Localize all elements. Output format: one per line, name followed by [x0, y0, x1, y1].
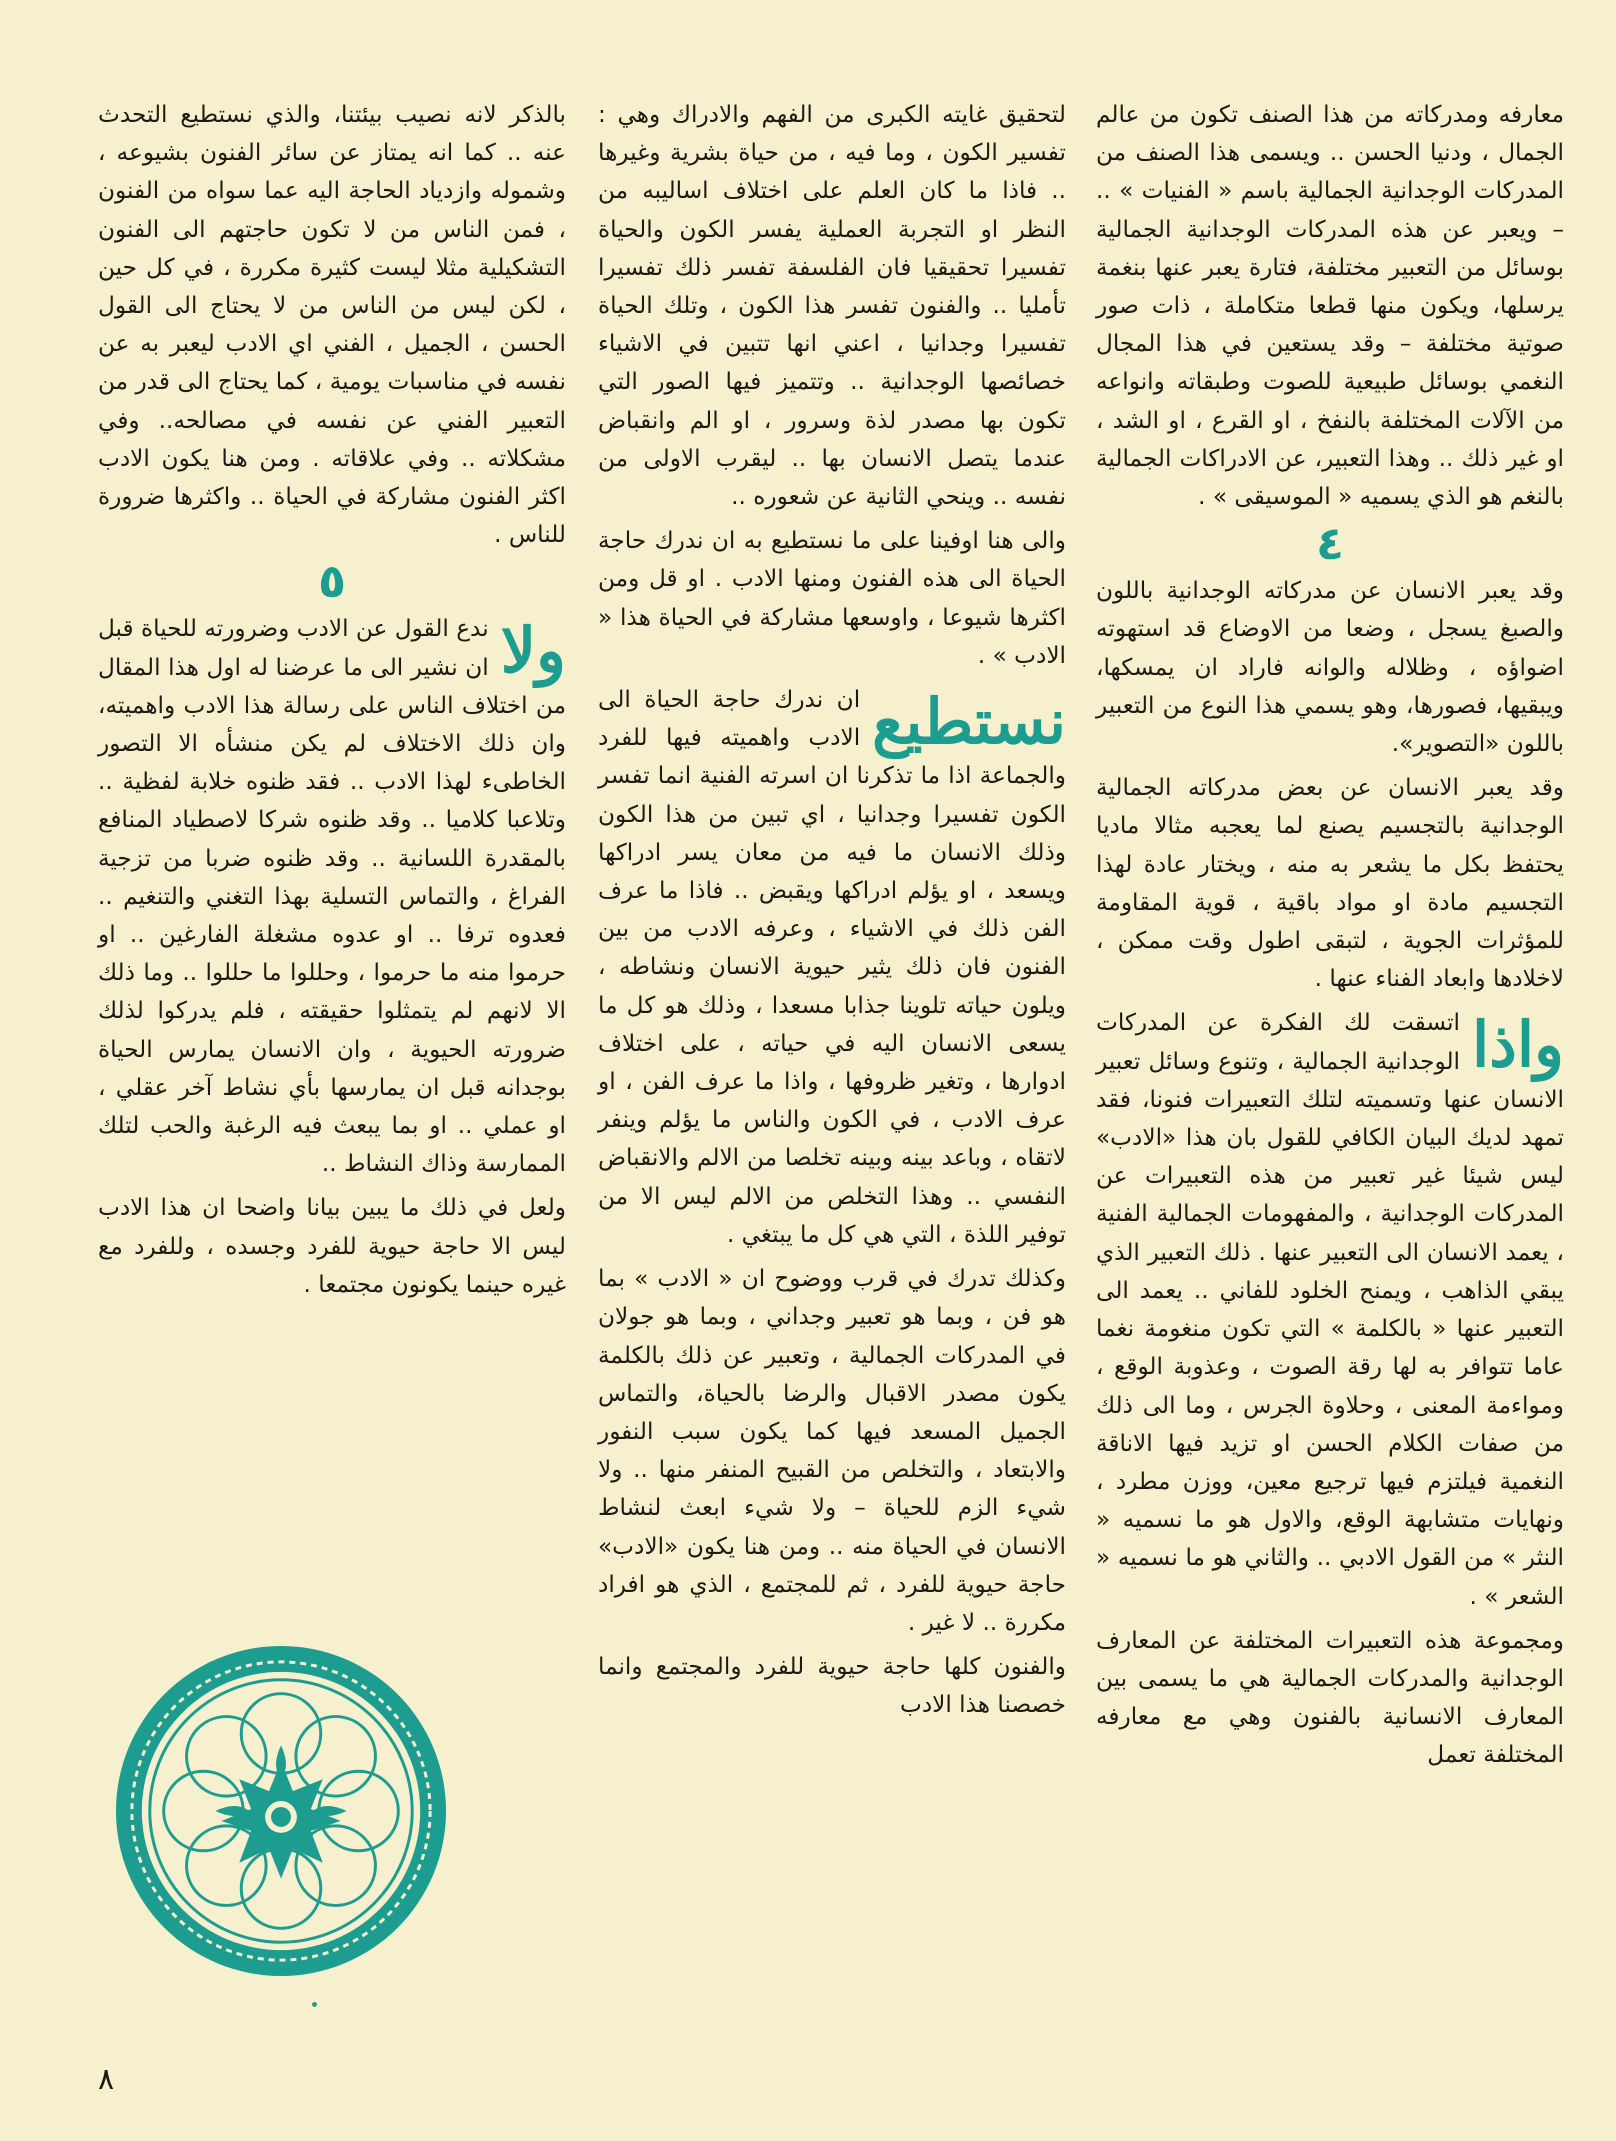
paragraph: والى هنا اوفينا على ما نستطيع به ان ندرك حاجة الحياة الى هذه الفنون ومنها الادب . او قل ومن اكثرها شيوعا ، واوسعها مشاركة في الحياة هذا « الادب » .: [598, 527, 1066, 669]
paragraph: والفنون كلها حاجة حيوية للفرد والمجتمع وانما خصصنا هذا الادب: [598, 1653, 1066, 1719]
paragraph: معارفه ومدركاته من هذا الصنف تكون من عالم الجمال ، ودنيا الحسن .. ويسمى هذا الصنف من المدركات الوجدانية الجمالية باسم « الفنيات » .. – ويعبر عن هذه المدركات الوجدانية الجمالية بوسائل من التعبير مختلفة، فتارة يعبر عنها بنغمة يرسلها، ويكون منها قطعا متكاملة ، ذات صور صوتية مختلفة – وقد يستعين في هذا المجال النغمي بوسائل طبيعية للصوت وطبقاته وانواعه من الآلات المختلفة بالنفخ ، او القرع ، او الشد ، او غير ذلك .. وهذا التعبير، عن الادراكات الجمالية بالنغم هو الذي يسميه « الموسيقى » .: [1096, 101, 1564, 511]
paragraph: ولعل في ذلك ما يبين بيانا واضحا ان هذا الادب ليس الا حاجة حيوية للفرد وجسده ، وللفرد مع غيره حينما يكونون مجتمعا .: [98, 1194, 566, 1298]
paragraph-with-dropcap: [98, 610, 566, 1183]
paragraph-text: اتسقت لك الفكرة عن المدركات الوجدانية الجمالية ، وتنوع وسائل تعبير الانسان عنها وتسميته لتلك التعبيرات فنونا، فقد تمهد لديك البيان الكافي للقول بان هذا «الادب» ليس شيئا غير تعبير من هذه التعبيرات عن المدركات الوجدانية ، والمفهومات الجمالية الفنية ، يعمد الانسان الى التعبير عنها . ذلك التعبير الذي يبقي الذاهب ، ويمنح الخلود للفاني .. يعمد الى التعبير عنها « بالكلمة » التي تكون منغومة نغما عاما تتوافر به لها رقة الصوت ، وعذوبة الوقع ، ومواءمة المعنى ، وحلاوة الجرس ، وما الى ذلك من صفات الكلام الحسن او تزيد فيها الاناقة النغمية فيلتزم فيها ترجيع معين، ووزن مطرد ، ونهايات متشابهة الوقع، والاول هو ما نسميه « النثر » من القول الادبي .. والثاني هو ما نسميه « الشعر » .: [1096, 1009, 1564, 1610]
paragraph: لتحقيق غايته الكبرى من الفهم والادراك وهي : تفسير الكون ، وما فيه ، من حياة بشرية وغيرها .. فاذا ما كان العلم على اختلاف اساليبه من النظر او التجربة العملية يفسر الكون والحياة تفسيرا تحقيقيا فان الفلسفة تفسر ذلك تفسيرا تأمليا .. والفنون تفسر هذا الكون ، وتلك الحياة تفسيرا وجدانيا ، اعني انها تتبين في الاشياء خصائصها الوجدانية .. وتتميز فيها الصور التي تكون بها مصدر لذة وسرور ، او الم وانقباض عندما يتصل الانسان بها .. ليقرب الاولى من نفسه .. وينحي الثانية عن شعوره ..: [598, 101, 1066, 511]
text-column-middle: [598, 96, 1066, 1725]
text-column-right: [1096, 96, 1564, 1775]
page-number: ٨: [98, 2062, 115, 2097]
dropcap-word: واذا: [1471, 1008, 1564, 1082]
paragraph-with-dropcap: [598, 681, 1066, 1254]
paragraph: وقد يعبر الانسان عن مدركاته الوجدانية باللون والصبغ يسجل ، وضعا من الاوضاع قد استهوته اضواؤه ، وظلاله والوانه فاراد ان يمسكها، ويبقيها، فصورها، وهو يسمي هذا النوع من التعبير باللون «التصوير».: [1096, 577, 1564, 758]
text-column-left: [98, 96, 566, 1304]
paragraph-with-dropcap: [1096, 1004, 1564, 1615]
paragraph: وكذلك تدرك في قرب ووضوح ان « الادب » بما هو فن ، وبما هو تعبير وجداني ، وبما هو جولان في المدركات الجمالية ، وتعبير عن ذلك بالكلمة يكون مصدر الاقبال والرضا بالحياة، والتماس الجميل المسعد فيها كما يكون سبب النفور والابتعاد ، والتخلص من القبيح المنفر منها .. ولا شيء الزم للحياة – ولا شيء ابعث لنشاط الانسان في الحياة منه .. ومن هنا يكون «الادب» حاجة حيوية للفرد ، ثم للمجتمع ، الذي هو افراد مكررة .. لا غير .: [598, 1265, 1066, 1636]
section-number-4: ٤: [1315, 516, 1345, 571]
paragraph-text: ان ندرك حاجة الحياة الى الادب واهميته فيها للفرد والجماعة اذا ما تذكرنا ان اسرته الفنية انما تفسر الكون تفسيرا وجدانيا ، اي تبين من هذا الكون وذلك الانسان ما فيه من معان يسر ادراكها ويسعد ، او يؤلم ادراكها ويقبض .. فاذا ما عرف الفن ذلك في الاشياء ، وعرفه الادب من بين الفنون فان ذلك يثير حيوية الانسان ونشاطه ، ويلون حياته تلوينا جذابا مسعدا ، وذلك هو كل ما يسعى الانسان اليه في حياته ، على اختلاف ادوارها ، وتغير ظروفها ، واذا ما عرف الفن ، او عرف الادب ، في الكون والناس ما يؤلم وينفر لاتقاه ، وباعد بينه وبينه تخلصا من الالم والانقباض النفسي .. وهذا التخلص من الالم ليس الا من توفير اللذة ، التي هي كل ما يبتغي .: [598, 686, 1066, 1248]
paragraph: وقد يعبر الانسان عن بعض مدركاته الجمالية الوجدانية بالتجسيم يصنع لما يعجبه مثالا ماديا يحتفظ بكل ما يشعر به منه ، ويختار عادة لهذا التجسيم مادة او مواد باقية ، قوية المقاومة للمؤثرات الجوية ، لتبقى اطول وقت ممكن ، لاخلادها وابعاد الفناء عنها .: [1096, 774, 1564, 993]
paragraph: بالذكر لانه نصيب بيئتنا، والذي نستطيع التحدث عنه .. كما انه يمتاز عن سائر الفنون بشيوعه ، وشموله وازدياد الحاجة اليه عما سواه من الفنون ، فمن الناس من لا تكون حاجتهم الى الفنون التشكيلية مثلا ليست كثيرة مكررة ، في كل حين ، لكن ليس من الناس من لا يحتاج الى القول الحسن ، الجميل ، الفني اي الادب ليعبر به عن نفسه في مناسبات يومية ، كما يحتاج الى قدر من التعبير الفني عن نفسه في مصالحه.. وفي مشكلاته .. وفي علاقاته . ومن هنا يكون الادب اكثر الفنون مشاركة في الحياة .. واكثرها ضرورة للناس .: [98, 101, 566, 549]
paragraph: ومجموعة هذه التعبيرات المختلفة عن المعارف الوجدانية والمدركات الجمالية هي ما يسمى بين المعارف الانسانية بالفنون وهي مع معارفه المختلفة تعمل: [1096, 1626, 1564, 1769]
islamic-star-medallion-icon: [112, 1642, 450, 1980]
section-number-5: ٥: [317, 554, 347, 609]
ink-speck: [312, 2002, 317, 2007]
dropcap-word: نستطيع: [872, 685, 1066, 759]
paragraph-text: ندع القول عن الادب وضرورته للحياة قبل ان نشير الى ما عرضنا له اول هذا المقال من اختلاف الناس على رسالة هذا الادب واهميته، وان ذلك الاختلاف لم يكن منشأه الا التصور الخاطىء لهذا الادب .. فقد ظنوه خلابة لفظية .. وتلاعبا كلاميا .. وقد ظنوه شركا لاصطياد المنافع بالمقدرة اللسانية .. وقد ظنوه ضربا من تزجية الفراغ ، والتماس التسلية بهذا التغني والتنغيم .. فعدوه ترفا .. او عدوه مشغلة الفارغين .. او حرموا منه ما حرموا ، وحللوا ما حللوا .. وما ذلك الا لانهم لم يتمثلوا حقيقته ، فلم يدركوا لذلك ضرورته الحيوية ، وان الانسان يمارس الحياة بوجدانه قبل ان يمارسها بأي نشاط آخر عقلي ، او عملي .. او بما يبعث فيه الرغبة والحب لتلك الممارسة وذاك النشاط ..: [98, 615, 566, 1178]
dropcap-word: ولا: [500, 614, 566, 688]
